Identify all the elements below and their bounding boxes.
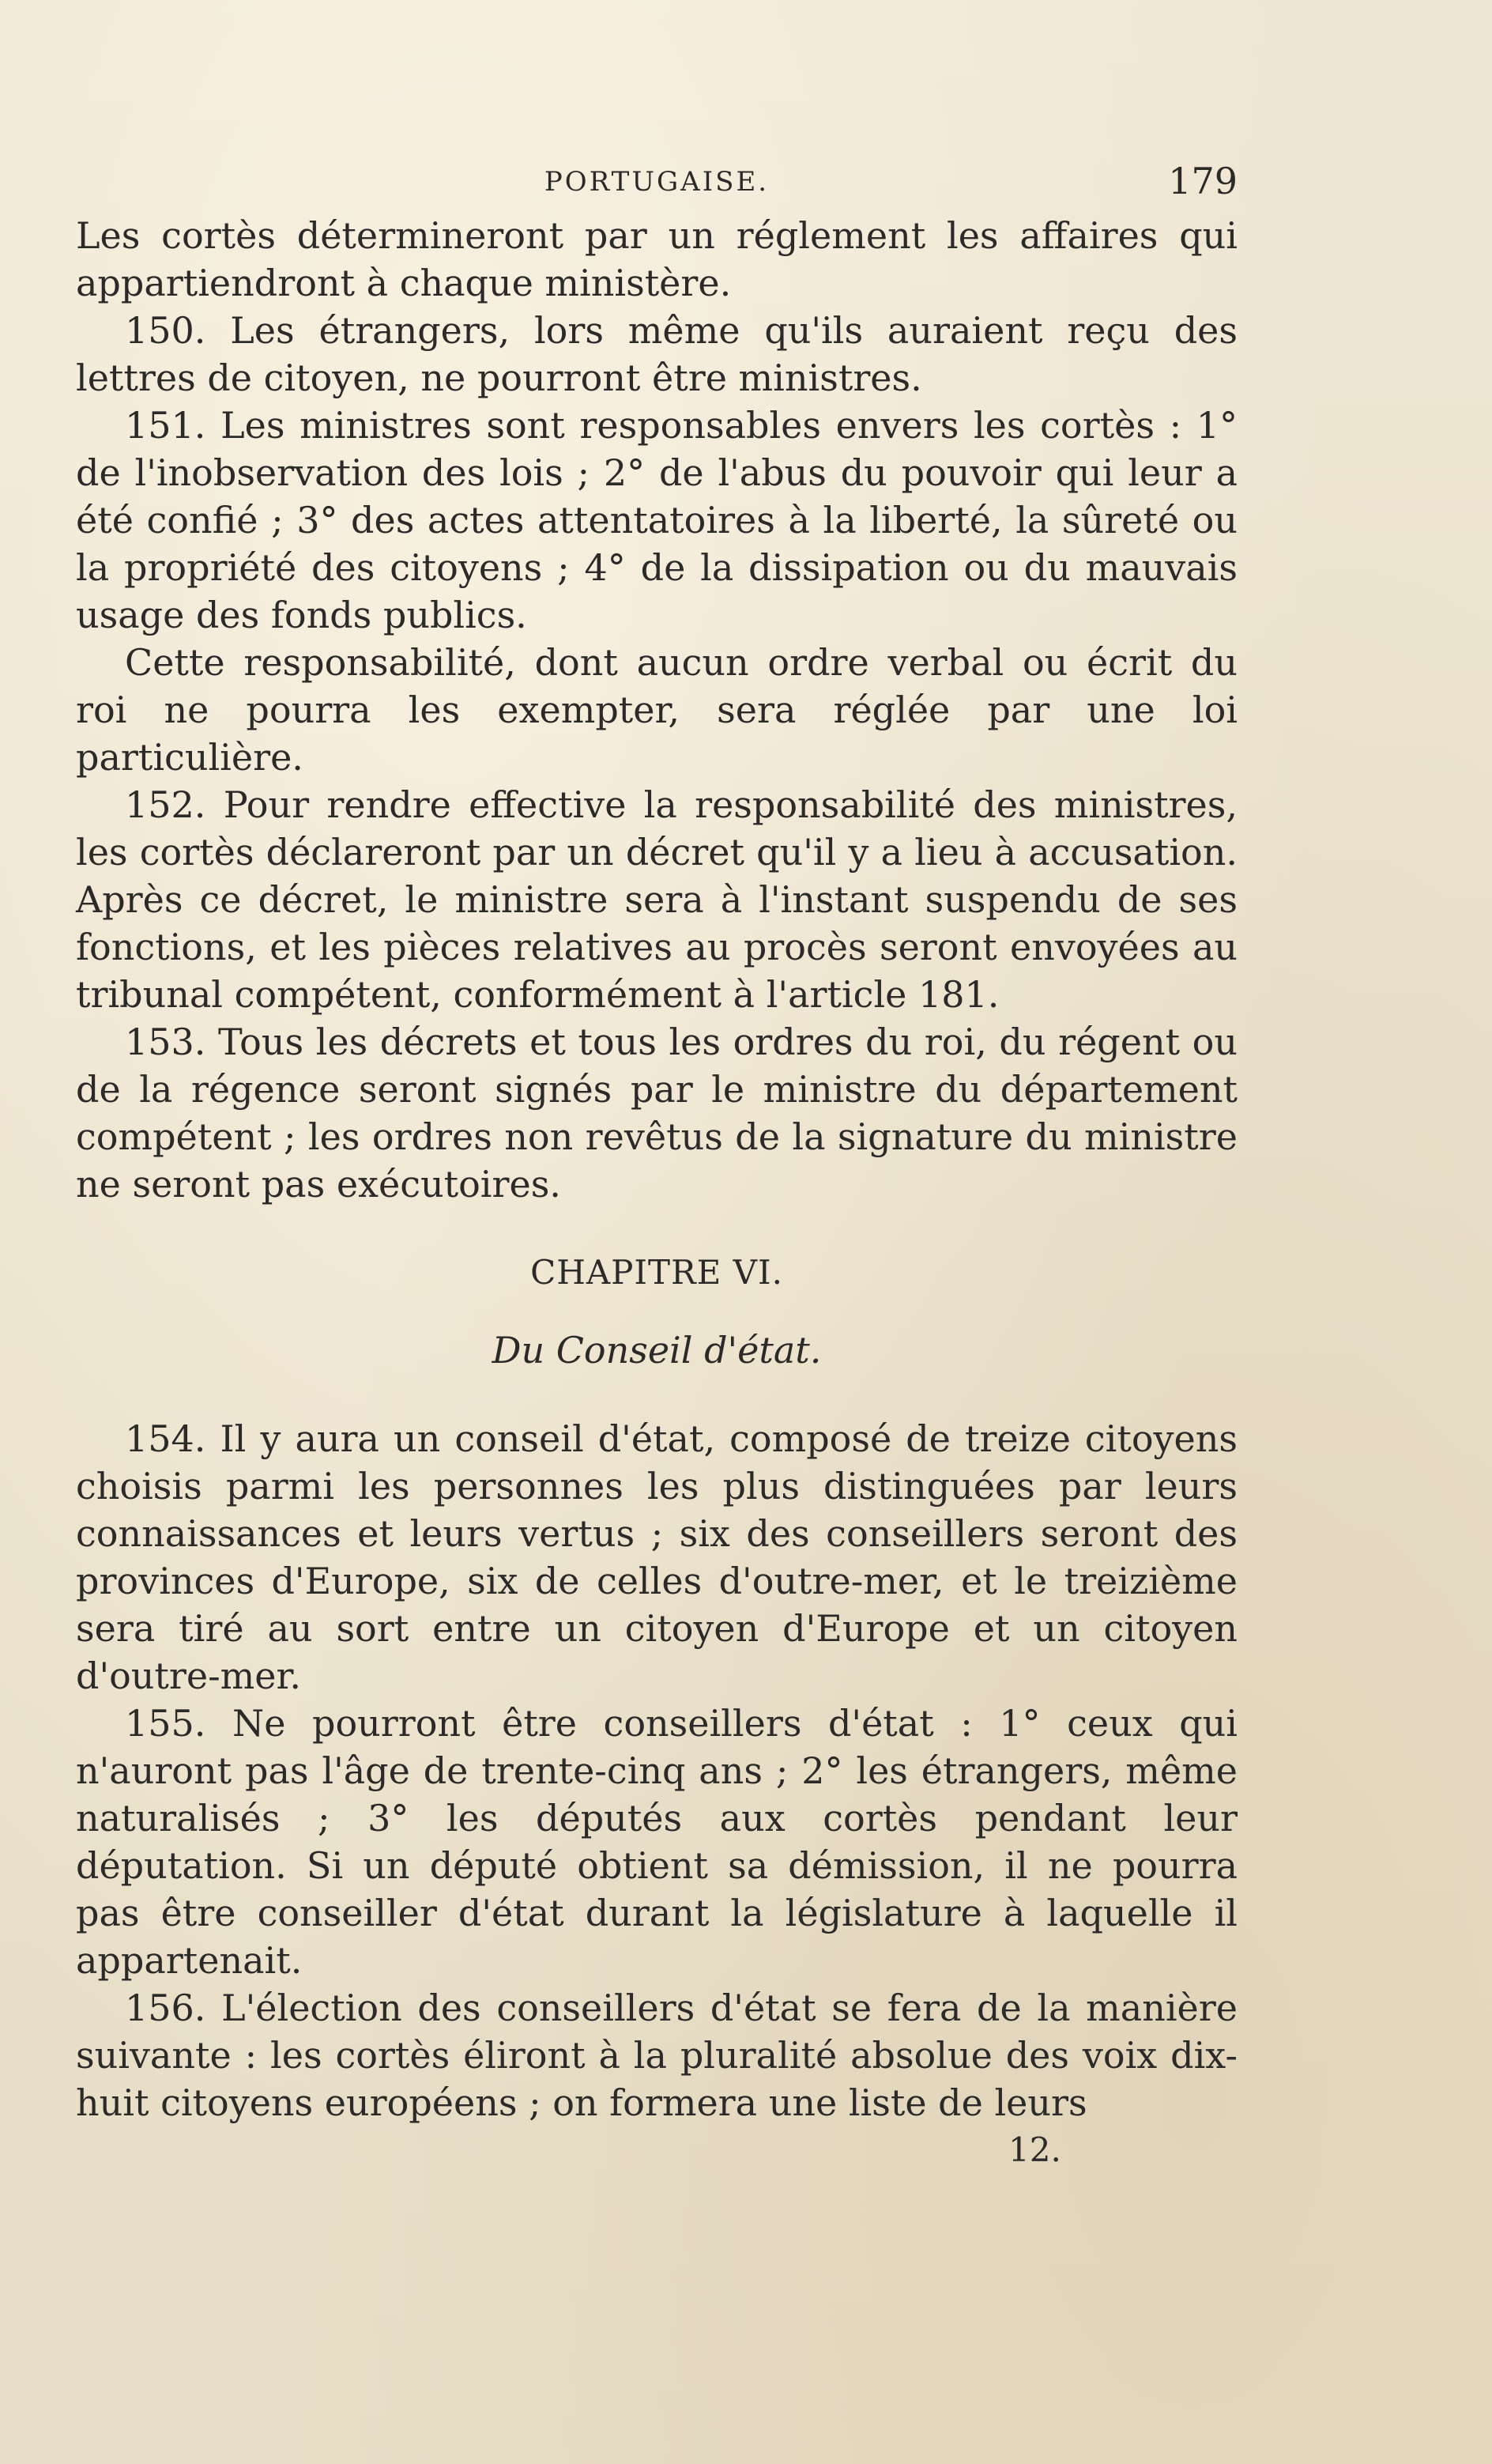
text-block (76, 155, 1238, 2174)
chapter-heading: CHAPITRE VI. (530, 1253, 783, 1292)
paragraph-152: 152. Pour rendre effective la responsabilité des ministres, les cortès déclareront par un décret qu'il y a lieu à accusation. Après ce décret, le ministre sera à l'instant suspendu de ses fonctions, et les pièces relatives au procès seront envoyées au tribunal compétent, conformément à l'article 181. (76, 783, 1238, 1016)
page-number: 179 (1168, 160, 1238, 202)
signature-mark-text: 12. (1008, 2130, 1061, 2169)
chapter-title: Du Conseil d'état. (492, 1329, 822, 1372)
paragraph-150: 150. Les étrangers, lors même qu'ils auraient reçu des lettres de citoyen, ne pourront être ministres. (76, 309, 1238, 399)
paragraph-156: 156. L'élection des conseillers d'état se fera de la manière suivante : les cortès éliront à la pluralité absolue des voix dix-huit citoyens européens ; on formera une liste de leurs (76, 1987, 1238, 2124)
paragraph-153: 153. Tous les décrets et tous les ordres du roi, du régent ou de la régence seront signés par le ministre du département compétent ; les ordres non revêtus de la signature du ministre ne seront pas exécutoires. (76, 1021, 1238, 1206)
paragraph-continued: Les cortès détermineront par un réglement les affaires qui appartiendront à chaque ministère. (76, 214, 1238, 304)
signature-mark (76, 2126, 1238, 2174)
running-head (76, 155, 1238, 202)
paragraph-151: 151. Les ministres sont responsables envers les cortès : 1° de l'inobservation des lois ; 2° de l'abus du pouvoir qui leur a été confié ; 3° des actes attentatoires à la liberté, la sûreté ou la propriété des citoyens ; 4° de la dissipation ou du mauvais usage des fonds publics. (76, 404, 1238, 636)
paragraph-responsabilite: Cette responsabilité, dont aucun ordre verbal ou écrit du roi ne pourra les exempter, sera réglée par une loi particulière. (76, 641, 1238, 779)
running-title: PORTUGAISE. (544, 166, 770, 198)
paragraph-154: 154. Il y aura un conseil d'état, composé de treize citoyens choisis parmi les personnes les plus distinguées par leurs connaissances et leurs vertus ; six des conseillers seront des provinces d'Europe, six de celles d'outre-mer, et le treizième sera tiré au sort entre un citoyen d'Europe et un citoyen d'outre-mer. (76, 1417, 1238, 1697)
paragraph-155: 155. Ne pourront être conseillers d'état : 1° ceux qui n'auront pas l'âge de trente-cinq ans ; 2° les étrangers, même naturalisés ; 3° les députés aux cortès pendant leur députation. Si un député obtient sa démission, il ne pourra pas être conseiller d'état durant la législature à laquelle il appartenait. (76, 1702, 1238, 1982)
